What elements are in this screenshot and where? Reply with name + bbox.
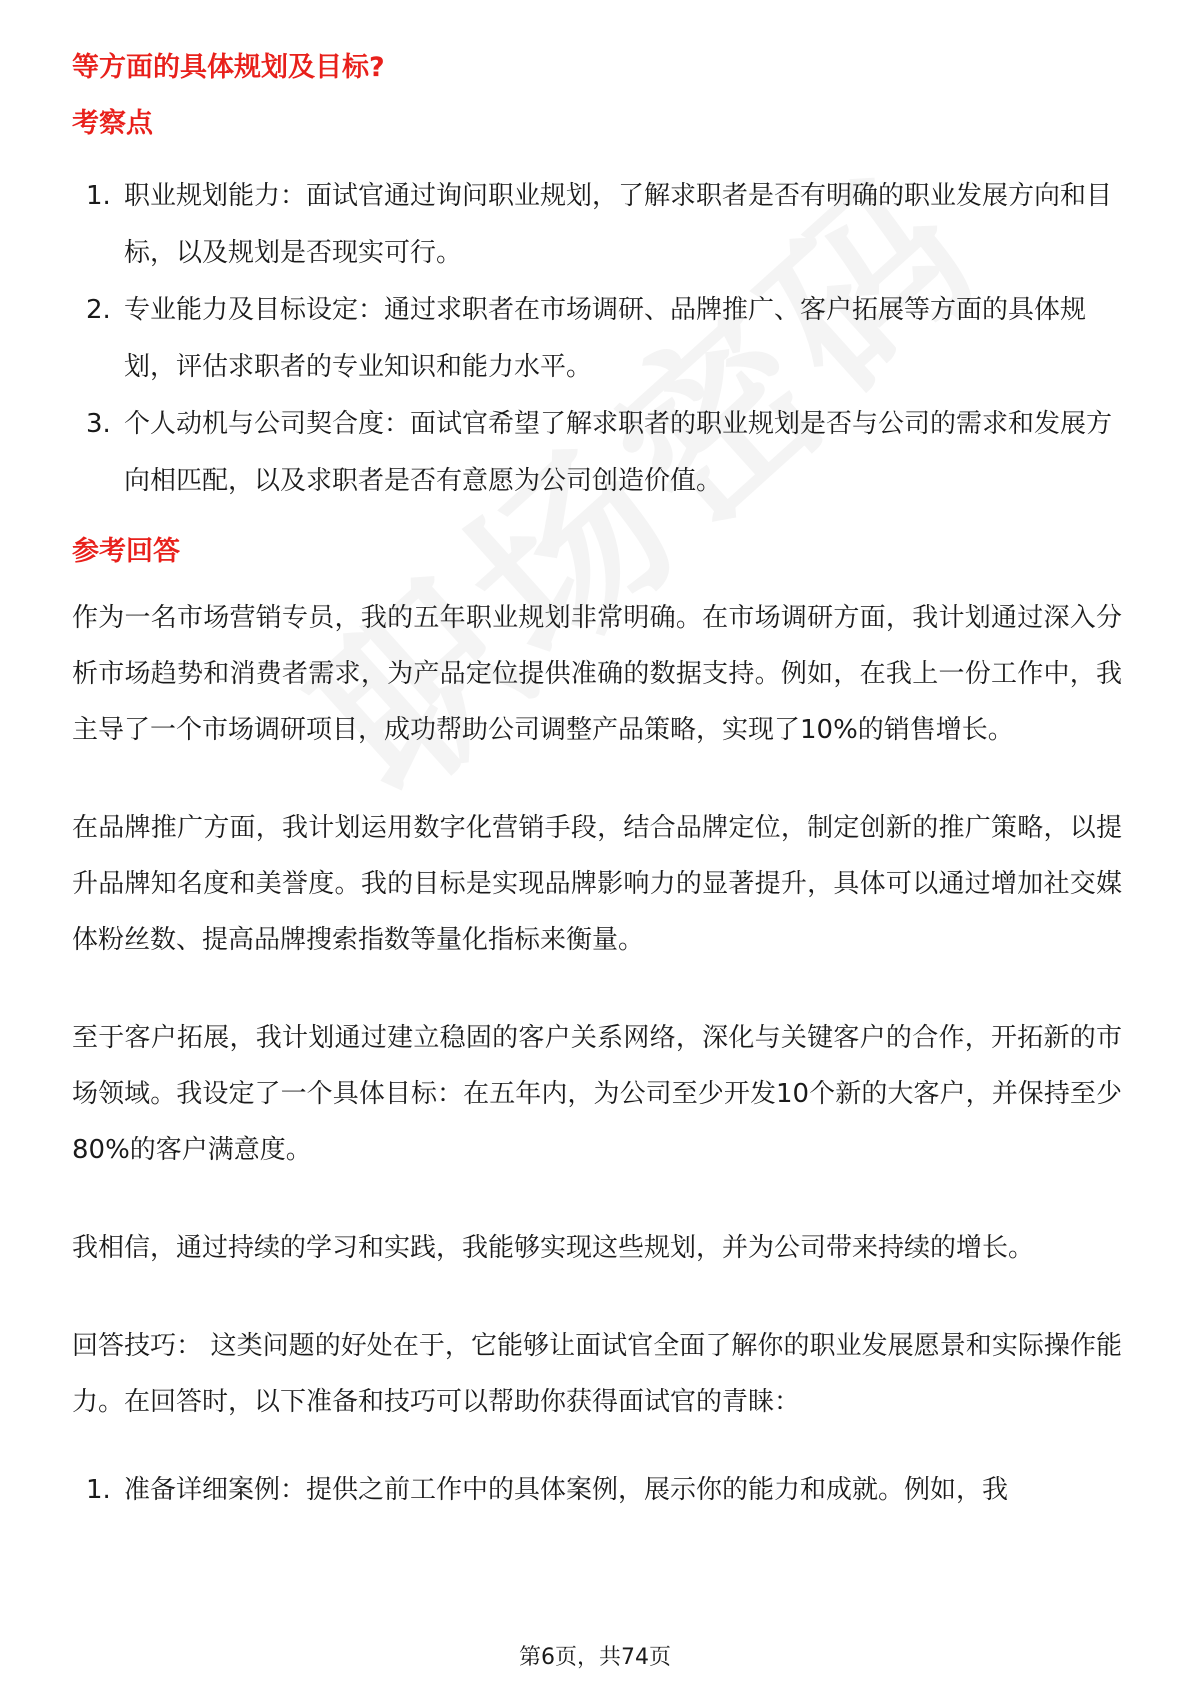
tips-list xyxy=(72,1462,1122,1518)
list-item xyxy=(72,1462,1122,1518)
list-item xyxy=(72,168,1122,282)
list-number: 1. xyxy=(86,1475,111,1505)
list-number: 3. xyxy=(86,409,111,439)
answer-paragraph: 在品牌推广方面，我计划运用数字化营销手段，结合品牌定位，制定创新的推广策略，以提升品牌知名度和美誉度。我的目标是实现品牌影响力的显著提升，具体可以通过增加社交媒体粉丝数、提高品牌搜索指数等量化指标来衡量。 xyxy=(72,813,1122,955)
list-item-text: 职业规划能力：面试官通过询问职业规划，了解求职者是否有明确的职业发展方向和目标，以及规划是否现实可行。 xyxy=(124,181,1113,268)
question-heading: 等方面的具体规划及目标? xyxy=(72,52,385,83)
evaluation-points-heading: 考察点 xyxy=(72,108,153,139)
evaluation-points-list xyxy=(72,168,1122,510)
list-item-text: 个人动机与公司契合度：面试官希望了解求职者的职业规划是否与公司的需求和发展方向相匹配，以及求职者是否有意愿为公司创造价值。 xyxy=(124,409,1113,496)
list-item xyxy=(72,396,1122,510)
list-item xyxy=(72,282,1122,396)
page-number-footer: 第6页，共74页 xyxy=(519,1645,671,1670)
answer-paragraph: 作为一名市场营销专员，我的五年职业规划非常明确。在市场调研方面，我计划通过深入分析市场趋势和消费者需求，为产品定位提供准确的数据支持。例如，在我上一份工作中，我主导了一个市场调研项目，成功帮助公司调整产品策略，实现了10%的销售增长。 xyxy=(72,603,1122,745)
list-item-text: 专业能力及目标设定：通过求职者在市场调研、品牌推广、客户拓展等方面的具体规划，评估求职者的专业知识和能力水平。 xyxy=(124,295,1087,382)
reference-answer-heading: 参考回答 xyxy=(72,536,180,567)
list-number: 1. xyxy=(86,181,111,211)
answer-paragraph: 我相信，通过持续的学习和实践，我能够实现这些规划，并为公司带来持续的增长。 xyxy=(72,1233,1035,1263)
page-content xyxy=(72,48,1122,1518)
tips-intro-paragraph: 回答技巧： 这类问题的好处在于，它能够让面试官全面了解你的职业发展愿景和实际操作能力。在回答时，以下准备和技巧可以帮助你获得面试官的青睐： xyxy=(72,1331,1122,1417)
list-item-text: 准备详细案例：提供之前工作中的具体案例，展示你的能力和成就。例如，我 xyxy=(124,1475,1009,1505)
list-number: 2. xyxy=(86,295,111,325)
answer-paragraph: 至于客户拓展，我计划通过建立稳固的客户关系网络，深化与关键客户的合作，开拓新的市场领域。我设定了一个具体目标：在五年内，为公司至少开发10个新的大客户，并保持至少80%的客户满意度。 xyxy=(72,1023,1122,1165)
